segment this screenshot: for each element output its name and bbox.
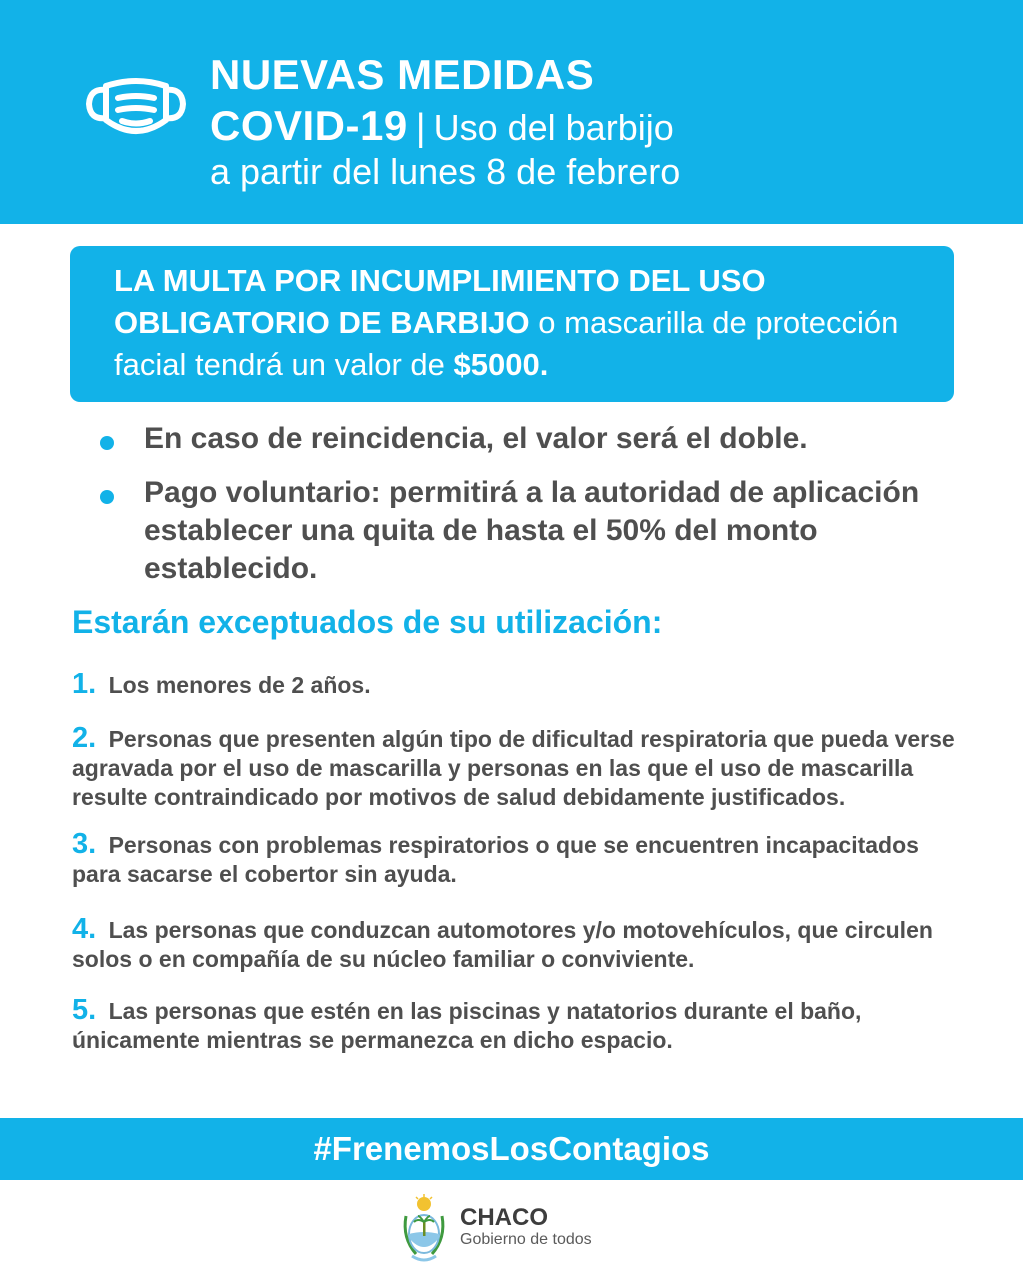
brand-tagline: Gobierno de todos [460,1231,592,1248]
bullet-dot-icon [100,490,114,504]
brand-name: CHACO [460,1204,548,1231]
fine-notice-box [70,246,954,402]
exception-number: 3. [72,828,97,860]
face-mask-icon [84,68,188,148]
exception-item [72,830,972,889]
hashtag-bar [0,1118,1023,1180]
exception-number: 2. [72,722,97,754]
exception-text: Personas que presenten algún tipo de dificultad respiratoria que pueda verse agravada por el uso de mascarilla y personas en las que el uso de mascarilla resulte contraindicado por motivos de salud debidamente justificados. [72,726,955,810]
exceptions-list [72,670,972,1055]
exception-number: 5. [72,994,97,1026]
exception-text: Las personas que conduzcan automotores y/o motovehículos, que circulen solos o en compañía de su núcleo familiar o conviviente. [72,917,933,972]
bullet-text: Pago voluntario: permitirá a la autoridad de aplicación establecer una quita de hasta el 50% del monto establecido. [144,476,920,585]
fine-notice-bold: LA MULTA POR INCUMPLIMIENTO DEL USO OBLIGATORIO DE BARBIJO [114,263,766,340]
exception-text: Personas con problemas respiratorios o que se encuentren incapacitados para sacarse el cobertor sin ayuda. [72,832,919,887]
bullet-dot-icon [100,436,114,450]
hashtag-text: #FrenemosLosContagios [313,1130,710,1167]
header-title-line1: NUEVAS MEDIDAS [210,51,595,98]
exception-item [72,670,972,700]
exception-number: 4. [72,913,97,945]
header-separator: | [415,107,426,149]
exception-item [72,996,972,1055]
bullet-item [100,420,980,458]
header-date-line: a partir del lunes 8 de febrero [210,151,681,192]
exception-number: 1. [72,668,97,700]
chaco-coat-of-arms-icon [398,1194,450,1264]
exception-item [72,724,972,812]
exceptions-title: Estarán exceptuados de su utilización: [72,604,663,640]
bullet-list [100,420,980,588]
exception-text: Los menores de 2 años. [108,672,371,698]
fine-notice-text [114,260,934,386]
header-subtitle: Uso del barbijo [433,107,674,148]
fine-notice-normal: o mascarilla de protección facial tendrá un valor de [114,305,899,382]
fine-amount: $5000. [453,347,549,382]
bullet-text: En caso de reincidencia, el valor será el doble. [144,422,808,455]
exception-item [72,915,972,974]
exception-text: Las personas que estén en las piscinas y natatorios durante el baño, únicamente mientras se permanezca en dicho espacio. [72,998,862,1053]
header-covid-label: COVID-19 [210,102,408,149]
bullet-item [100,474,980,588]
header-banner [0,0,1023,224]
